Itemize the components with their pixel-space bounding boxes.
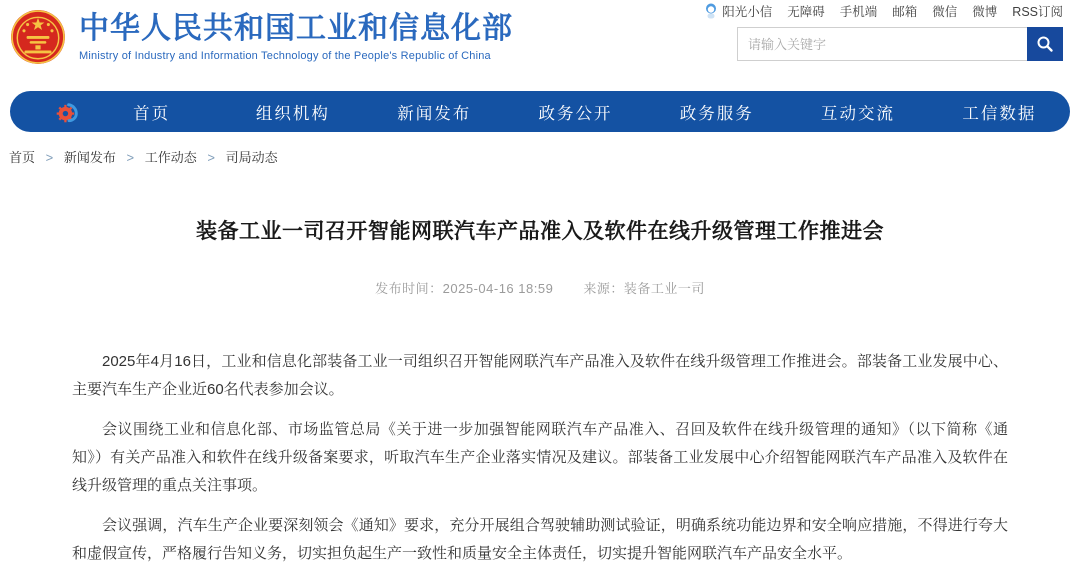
article-paragraph: 会议围绕工业和信息化部、市场监管总局《关于进一步加强智能网联汽车产品准入、召回及软件在线升级管理的通知》（以下简称《通知》）有关产品准入和软件在线升级备案要求，听取汽车生产企业落实情况及建议。部装备工业发展中心介绍智能网联汽车产品准入及软件在线升级管理的重点关注事项。 bbox=[72, 421, 1008, 494]
site-header bbox=[0, 0, 1080, 88]
topbar-links bbox=[704, 2, 1063, 20]
topbar-link-label: 阳光小信 bbox=[722, 5, 773, 19]
site-brand[interactable] bbox=[10, 9, 530, 65]
topbar-link-sunshine[interactable] bbox=[704, 2, 772, 20]
nav-item-home[interactable]: 首页 bbox=[133, 104, 171, 123]
miit-gear-logo-icon[interactable] bbox=[54, 98, 81, 125]
breadcrumb-item-home[interactable]: 首页 bbox=[9, 150, 36, 165]
publish-time-value: 2025-04-16 18:59 bbox=[442, 281, 554, 296]
nav-item-gov-disclosure[interactable]: 政务公开 bbox=[538, 104, 613, 123]
sunshine-mascot-icon bbox=[704, 3, 718, 19]
nav-item-gov-services[interactable]: 政务服务 bbox=[679, 104, 754, 123]
breadcrumb bbox=[9, 147, 1080, 166]
topbar-link-wechat[interactable]: 微信 bbox=[932, 5, 958, 19]
nav-item-organization[interactable]: 组织机构 bbox=[255, 104, 330, 123]
breadcrumb-separator: > bbox=[207, 150, 215, 165]
source-label: 来源： bbox=[583, 281, 624, 296]
article-paragraph: 会议强调，汽车生产企业要深刻领会《通知》要求，充分开展组合驾驶辅助测试验证，明确系统功能边界和安全响应措施，不得进行夸大和虚假宣传，严格履行告知义务，切实担负起生产一致性和质量安全主体责任，切实提升智能网联汽车产品安全水平。 bbox=[72, 517, 1008, 562]
search-button[interactable] bbox=[1027, 27, 1063, 61]
topbar-link-mobile[interactable]: 手机端 bbox=[839, 5, 878, 19]
topbar-link-weibo[interactable]: 微博 bbox=[972, 5, 998, 19]
national-emblem-icon bbox=[10, 9, 66, 65]
article bbox=[0, 215, 1080, 568]
site-title-en: Ministry of Industry and Information Technology of the People's Republic of China bbox=[79, 50, 491, 63]
topbar-link-mail[interactable]: 邮箱 bbox=[892, 5, 918, 19]
site-title-block bbox=[79, 12, 513, 63]
site-title-cn: 中华人民共和国工业和信息化部 bbox=[79, 11, 513, 45]
nav-item-interaction[interactable]: 互动交流 bbox=[821, 104, 896, 123]
article-body bbox=[72, 348, 1008, 568]
search-input[interactable] bbox=[737, 27, 1027, 61]
source-value: 装备工业一司 bbox=[623, 281, 705, 296]
article-meta bbox=[0, 278, 1080, 297]
breadcrumb-item-bureau-updates[interactable]: 司局动态 bbox=[225, 150, 278, 165]
main-nav bbox=[10, 91, 1070, 132]
breadcrumb-item-news[interactable]: 新闻发布 bbox=[63, 150, 116, 165]
search-box bbox=[737, 27, 1063, 61]
publish-time-label: 发布时间： bbox=[375, 281, 443, 296]
article-title: 装备工业一司召开智能网联汽车产品准入及软件在线升级管理工作推进会 bbox=[196, 220, 884, 243]
search-icon bbox=[1036, 35, 1054, 53]
article-paragraph: 2025年4月16日，工业和信息化部装备工业一司组织召开智能网联汽车产品准入及软件在线升级管理工作推进会。部装备工业发展中心、主要汽车生产企业近60名代表参加会议。 bbox=[72, 353, 1008, 398]
topbar-link-accessibility[interactable]: 无障碍 bbox=[787, 5, 825, 19]
breadcrumb-separator: > bbox=[126, 150, 135, 165]
nav-item-news[interactable]: 新闻发布 bbox=[397, 104, 472, 123]
nav-item-miit-data[interactable]: 工信数据 bbox=[962, 104, 1037, 123]
breadcrumb-item-work-updates[interactable]: 工作动态 bbox=[144, 150, 197, 165]
topbar-link-rss[interactable]: RSS订阅 bbox=[1012, 5, 1063, 19]
breadcrumb-separator: > bbox=[45, 150, 54, 165]
